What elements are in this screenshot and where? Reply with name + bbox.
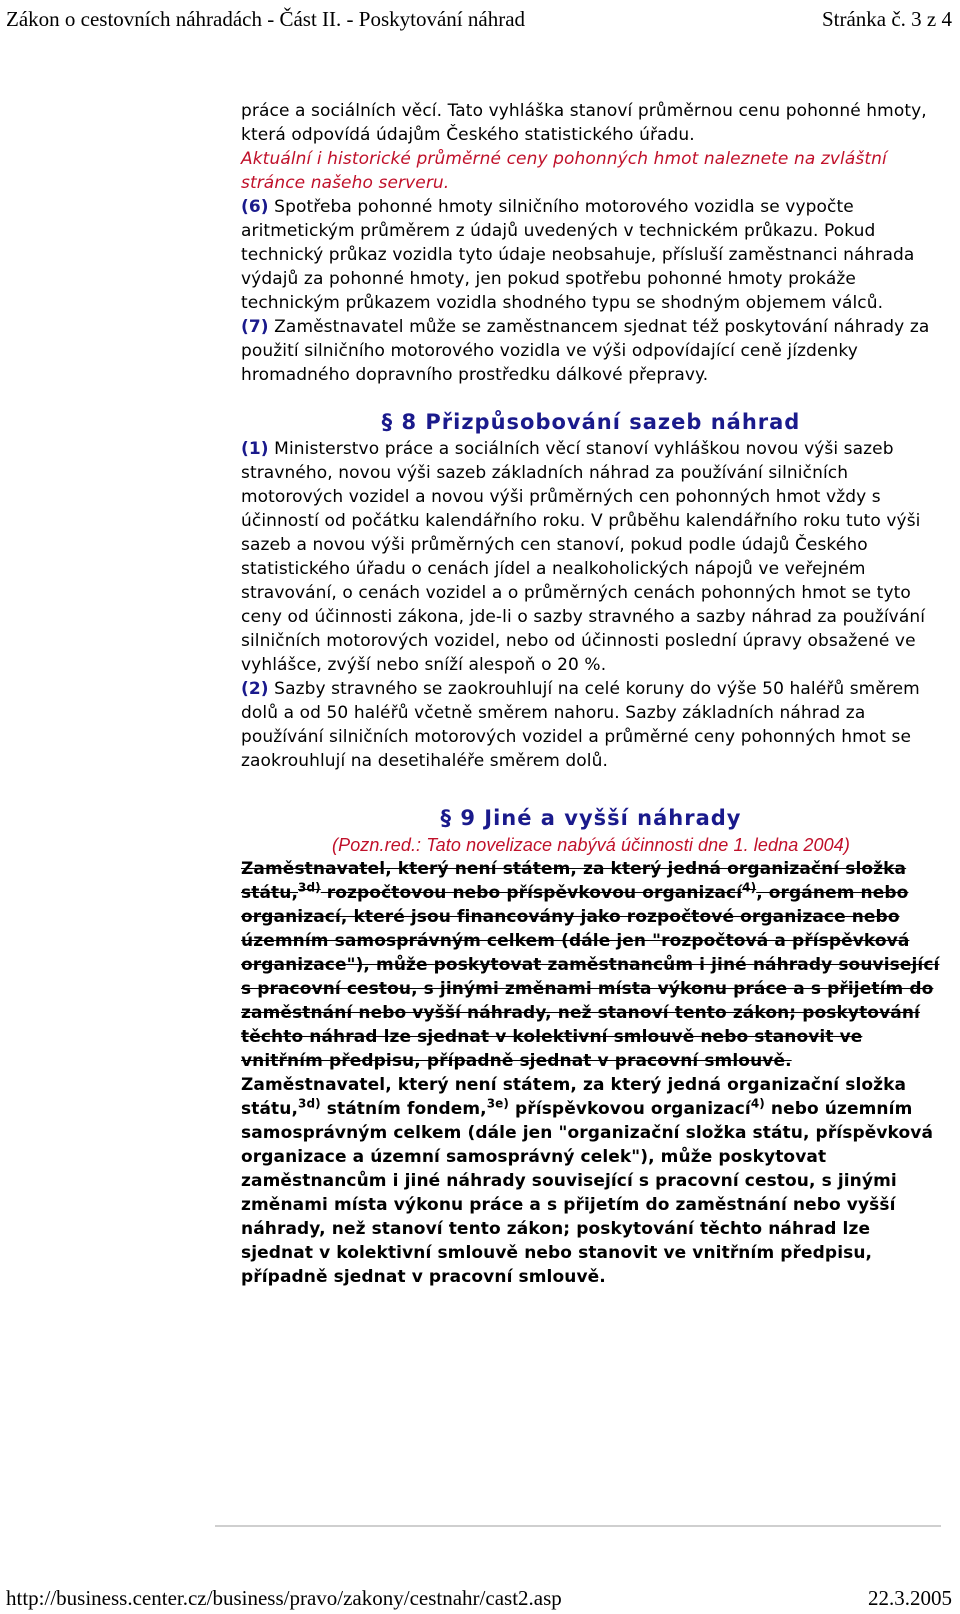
paragraph-number: (1) [241, 439, 269, 459]
amended-text: Zaměstnavatel, který není státem, za který jedná organizační složka státu,$^{3d)}$ státním fondem,$^{3e)}$ příspěvkovou organizací$^{4)}$ nebo územním samosprávným celkem (dále jen "organizační složka státu, příspěvková organizace a územní samosprávný celek"), může poskytovat zaměstnancům i jiné náhrady související s pracovní cestou, s jinými změnami místa výkonu práce a s přijetím do zaměstnání nebo vyšší náhrady, než stanoví tento zákon; poskytování těchto náhrad lze sjednat v kolektivní smlouvě nebo stanovit ve vnitřním předpisu, případně sjednat v pracovní smlouvě. [241, 1075, 934, 1287]
footnote-ref[interactable]: 4) [742, 880, 757, 895]
page-url[interactable]: http://business.center.cz/business/pravo/zakony/cestnahr/cast2.asp [6, 1586, 562, 1610]
print-date: 22.3.2005 [868, 1586, 952, 1610]
page-number: Stránka č. 3 z 4 [821, 7, 952, 31]
section-8-paragraph-2: (2) Sazby stravného se zaokrouhlují na celé koruny do výše 50 haléřů směrem dolů a od 50 haléřů včetně směrem nahoru. Sazby základních náhrad za používání silničních motorových vozidel a průměrné ceny pohonných hmot se zaokrouhlují na desetihaléře směrem dolů. [241, 679, 920, 771]
paragraph-number: (6) [241, 197, 269, 217]
section-9-heading: § 9 Jiné a vyšší náhrady [440, 806, 742, 830]
footnote-ref[interactable]: 3e) [486, 1096, 510, 1111]
footnote-ref[interactable]: 3d) [298, 1096, 321, 1111]
footnote-ref[interactable]: 4) [750, 1096, 765, 1111]
page-footer [6, 1583, 952, 1613]
paragraph-7: (7) Zaměstnavatel může se zaměstnancem sjednat též poskytování náhrady za použití silničního motorového vozidla ve výši odpovídající ceně jízdenky hromadného dopravního prostředku dálkové přepravy. [241, 317, 930, 385]
document-title: Zákon o cestovních náhradách - Část II. - Poskytování náhrad [6, 7, 526, 31]
section-8-heading: § 8 Přizpůsobování sazeb náhrad [381, 410, 801, 434]
horizontal-divider [215, 1525, 941, 1527]
intro-paragraph: práce a sociálních věcí. Tato vyhláška stanoví průměrnou cenu pohonné hmoty, která odpovídá údajům Českého statistického úřadu. [241, 101, 927, 145]
paragraph-6: (6) Spotřeba pohonné hmoty silničního motorového vozidla se vypočte aritmetickým průměrem z údajů uvedených v technickém průkazu. Pokud technický průkaz vozidla tyto údaje neobsahuje, přísluší zaměstnanci náhrada výdajů za pohonné hmoty, jen pokud spotřebu pohonné hmoty prokáže technickým průkazem vozidla shodného typu se shodným objemem válců. [241, 197, 915, 313]
document-body [241, 99, 941, 1289]
paragraph-number: (7) [241, 317, 269, 337]
page-header [6, 4, 952, 34]
editorial-note: (Pozn.red.: Tato novelizace nabývá účinnosti dne 1. ledna 2004) [332, 835, 850, 855]
footnote-ref[interactable]: 3d) [298, 880, 321, 895]
section-8-paragraph-1: (1) Ministerstvo práce a sociálních věcí stanoví vyhláškou novou výši sazeb stravného, novou výši sazeb základních náhrad za používání silničních motorových vozidel a novou výši průměrných cen pohonných hmot vždy s účinností od počátku kalendářního roku. V průběhu kalendářního roku tuto výši sazeb a novou výši průměrných cen stanoví, pokud podle údajů Českého statistického úřadu o cenách jídel a nealkoholických nápojů ve veřejném stravování, o cenách vozidel a o průměrných cenách pohonných hmot se tyto ceny od účinnosti zákona, jde-li o sazby stravného a sazby náhrad za používání silničních motorových vozidel, nebo od účinnosti poslední úpravy obsažené ve vyhlášce, zvýší nebo sníží alespoň o 20 %. [241, 439, 926, 675]
repealed-text: Zaměstnavatel, který není státem, za který jedná organizační složka státu,$^{3d)}$ rozpočtovou nebo příspěvkovou organizací$^{4)}$, orgánem nebo organizací, které jsou financovány jako rozpočtové organizace nebo územním samosprávným celkem (dále jen "rozpočtová a příspěvková organizace"), může poskytovat zaměstnancům i jiné náhrady související s pracovní cestou, s jinými změnami místa výkonu práce a s přijetím do zaměstnání nebo vyšší náhrady, než stanoví tento zákon; poskytování těchto náhrad lze sjednat v kolektivní smlouvě nebo stanovit ve vnitřním předpisu, případně sjednat v pracovní smlouvě. [241, 859, 940, 1071]
fuel-prices-link[interactable]: Aktuální i historické průměrné ceny pohonných hmot naleznete na zvláštní stránce našeho serveru. [241, 149, 887, 193]
paragraph-number: (2) [241, 679, 269, 699]
